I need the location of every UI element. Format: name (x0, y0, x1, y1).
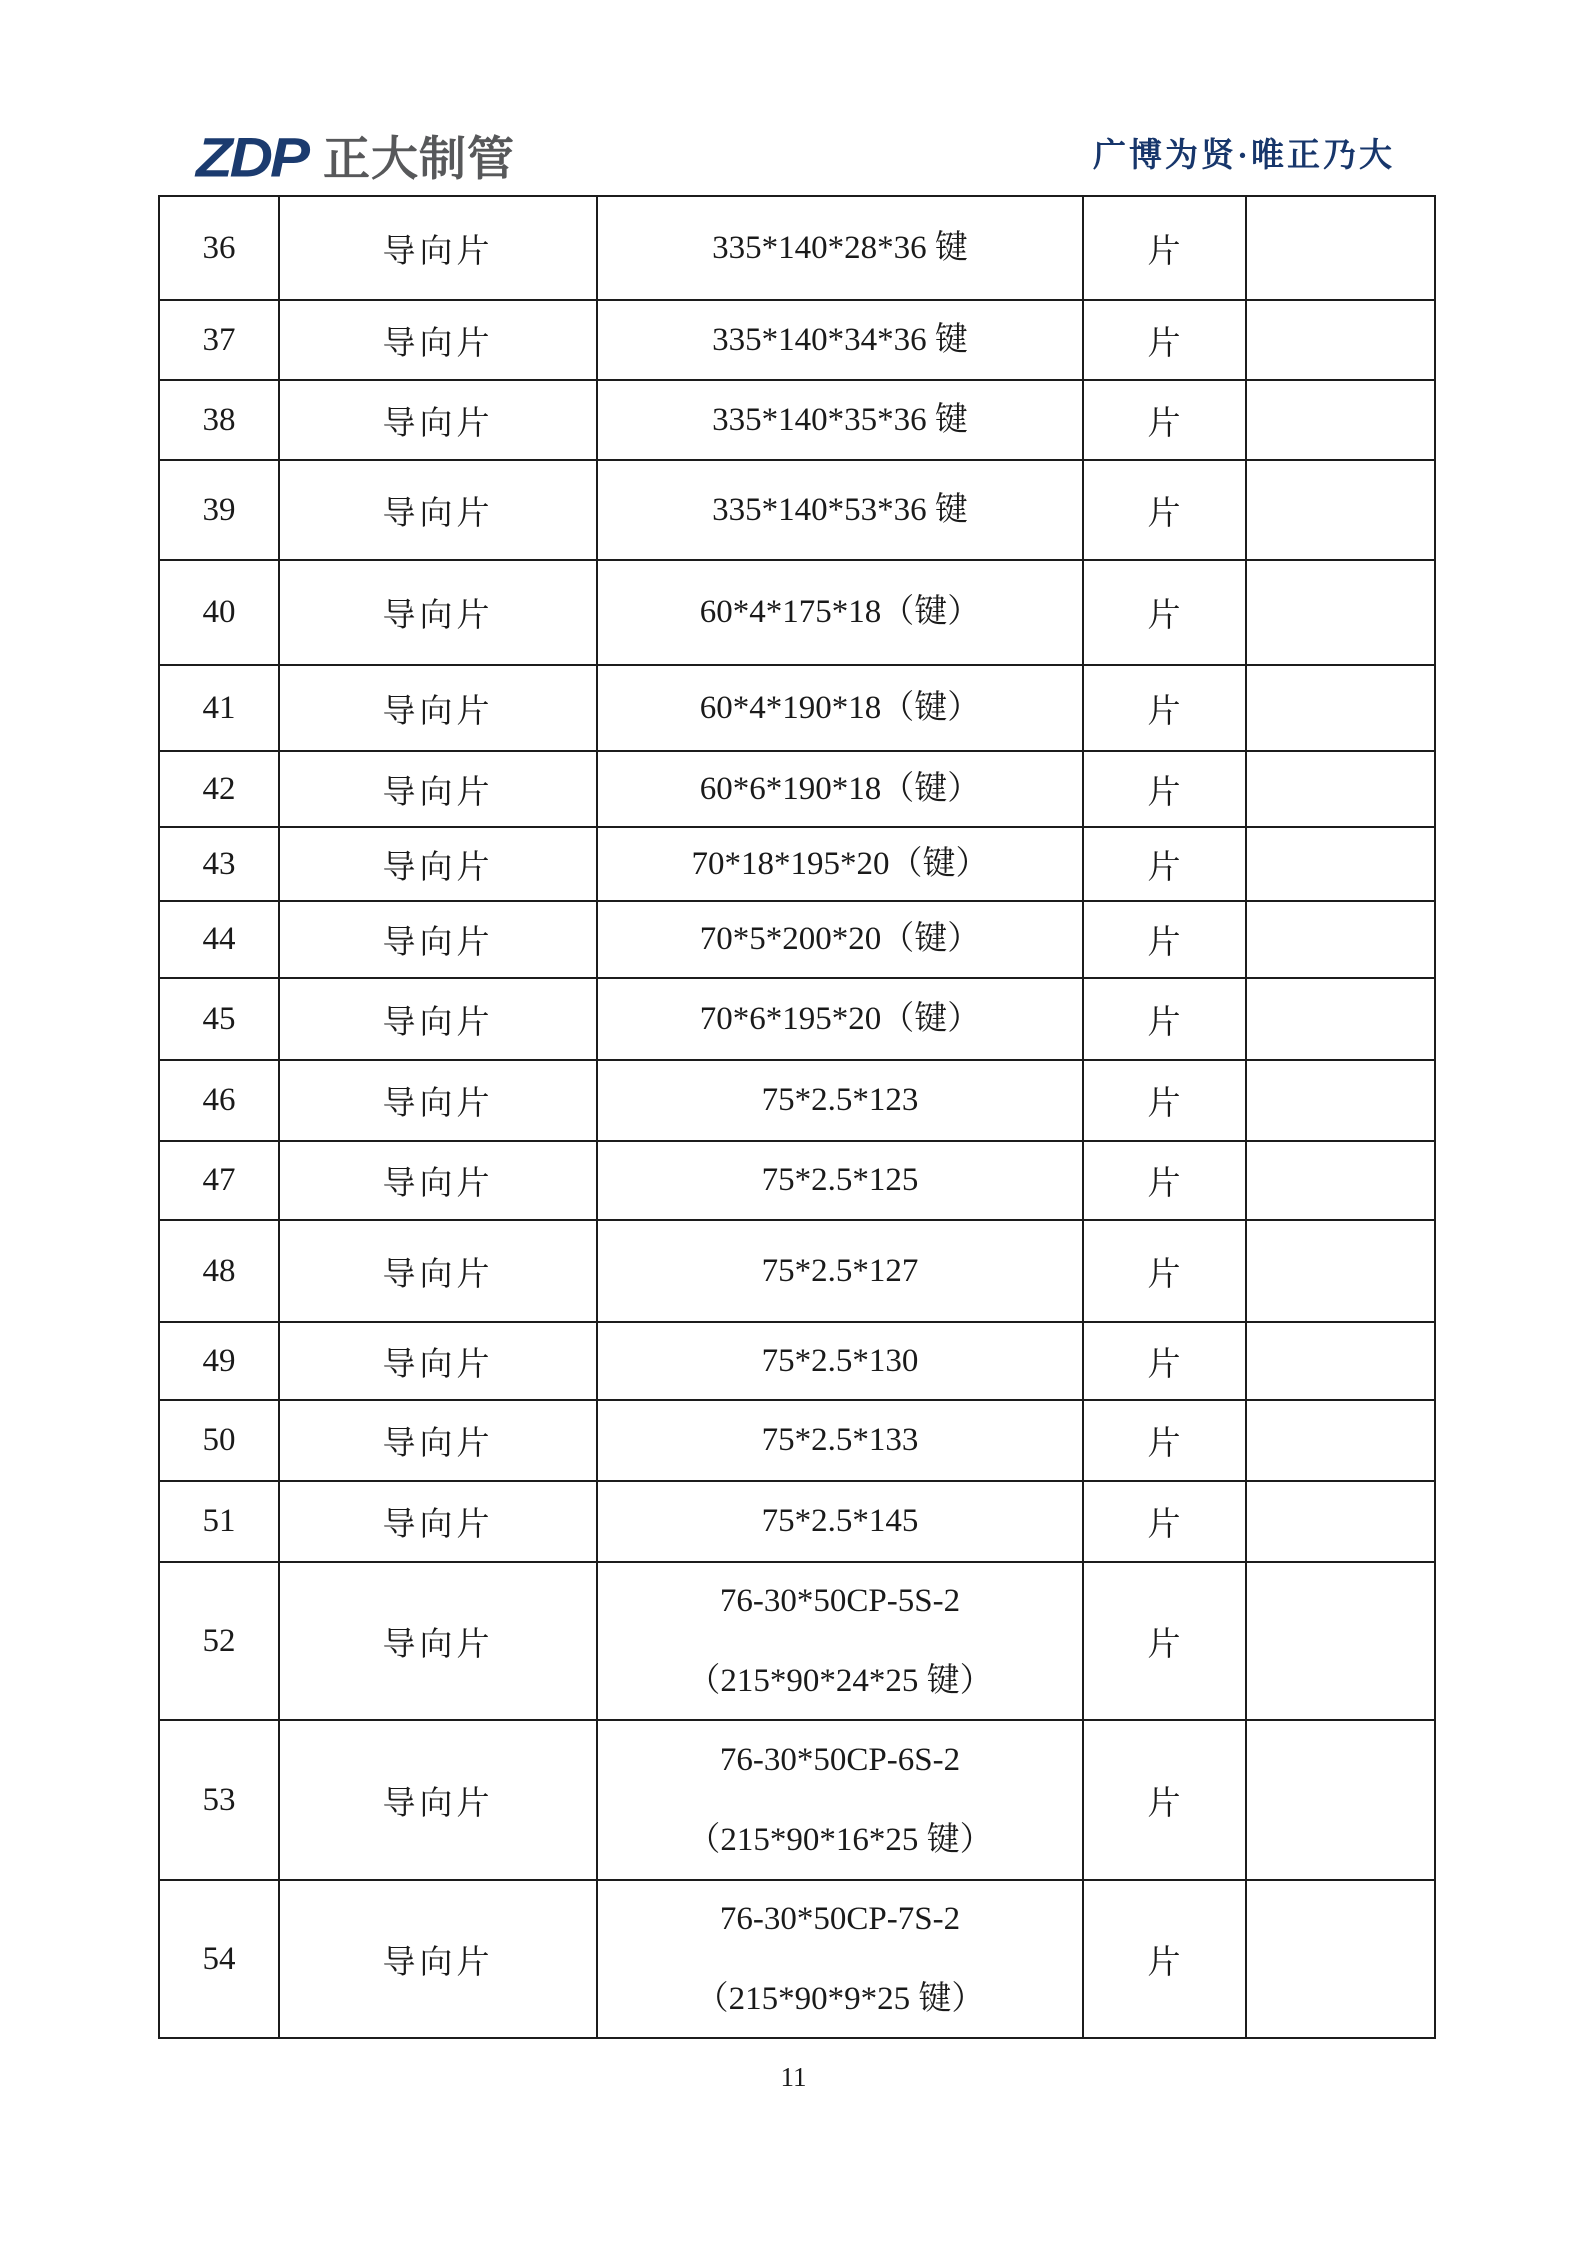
spec-line: 75*2.5*127 (761, 1252, 919, 1289)
spec-cell (597, 300, 1083, 380)
unit-cell: 片 (1083, 901, 1246, 978)
part-name-cell: 导向片 (279, 1562, 597, 1720)
part-name-cell: 导向片 (279, 1220, 597, 1322)
spec-lines (598, 1901, 1082, 2018)
part-name-cell: 导向片 (279, 560, 597, 665)
note-cell (1246, 978, 1435, 1060)
row-number-cell: 50 (159, 1400, 279, 1481)
part-name-cell: 导向片 (279, 1141, 597, 1220)
part-name-cell: 导向片 (279, 1880, 597, 2038)
spec-line: 70*5*200*20（键） (699, 921, 981, 958)
table-row (159, 1060, 1435, 1141)
spec-cell (597, 460, 1083, 560)
unit-cell: 片 (1083, 1220, 1246, 1322)
spec-lines (598, 1742, 1082, 1859)
spec-line: 60*4*190*18（键） (699, 689, 981, 726)
part-name-cell: 导向片 (279, 751, 597, 827)
zdp-logo-icon: ZDP (196, 126, 307, 189)
part-name-cell: 导向片 (279, 827, 597, 901)
note-cell (1246, 300, 1435, 380)
note-cell (1246, 196, 1435, 300)
part-name-cell: 导向片 (279, 196, 597, 300)
table-row (159, 380, 1435, 460)
unit-cell: 片 (1083, 1562, 1246, 1720)
spec-line: 60*6*190*18（键） (699, 770, 981, 807)
spec-lines (598, 1253, 1082, 1289)
table-row (159, 460, 1435, 560)
spec-lines (598, 1343, 1082, 1379)
note-cell (1246, 1481, 1435, 1562)
company-slogan: 广博为贤·唯正乃大 (1092, 138, 1395, 174)
note-cell (1246, 1322, 1435, 1400)
spec-line: （215*90*16*25 键） (687, 1822, 993, 1858)
spec-cell (597, 196, 1083, 300)
spec-lines (598, 1082, 1082, 1118)
unit-cell: 片 (1083, 1322, 1246, 1400)
table-row (159, 1880, 1435, 2038)
spec-line: 76-30*50CP-7S-2 (719, 1900, 961, 1937)
note-cell (1246, 1400, 1435, 1481)
company-logo (196, 128, 515, 188)
note-cell (1246, 1220, 1435, 1322)
table-row (159, 1720, 1435, 1880)
unit-cell: 片 (1083, 1141, 1246, 1220)
row-number-cell: 42 (159, 751, 279, 827)
row-number-cell: 54 (159, 1880, 279, 2038)
spec-cell (597, 1400, 1083, 1481)
spec-line: 75*2.5*123 (761, 1082, 919, 1119)
spec-cell (597, 380, 1083, 460)
spec-lines (598, 1422, 1082, 1458)
part-name-cell: 导向片 (279, 460, 597, 560)
unit-cell: 片 (1083, 1880, 1246, 2038)
row-number-cell: 41 (159, 665, 279, 751)
note-cell (1246, 1880, 1435, 2038)
table-row (159, 1322, 1435, 1400)
spec-lines (598, 1583, 1082, 1700)
parts-table (158, 195, 1436, 2039)
unit-cell: 片 (1083, 1060, 1246, 1141)
spec-lines (598, 322, 1082, 358)
unit-cell: 片 (1083, 300, 1246, 380)
spec-cell (597, 560, 1083, 665)
spec-cell (597, 1060, 1083, 1141)
spec-line: 70*18*195*20（键） (691, 845, 989, 882)
spec-cell (597, 1481, 1083, 1562)
spec-cell (597, 827, 1083, 901)
spec-line: 76-30*50CP-5S-2 (719, 1582, 961, 1619)
spec-lines (598, 690, 1082, 726)
table-row (159, 196, 1435, 300)
note-cell (1246, 827, 1435, 901)
spec-lines (598, 921, 1082, 957)
row-number-cell: 48 (159, 1220, 279, 1322)
row-number-cell: 43 (159, 827, 279, 901)
spec-lines (598, 771, 1082, 807)
note-cell (1246, 560, 1435, 665)
row-number-cell: 36 (159, 196, 279, 300)
spec-line: 335*140*34*36 键 (712, 321, 968, 358)
spec-lines (598, 1503, 1082, 1539)
part-name-cell: 导向片 (279, 978, 597, 1060)
spec-line: 335*140*35*36 键 (712, 401, 968, 438)
part-name-cell: 导向片 (279, 1322, 597, 1400)
table-row (159, 300, 1435, 380)
spec-cell (597, 901, 1083, 978)
spec-cell (597, 978, 1083, 1060)
spec-line: 75*2.5*133 (761, 1422, 919, 1459)
part-name-cell: 导向片 (279, 380, 597, 460)
spec-cell (597, 1562, 1083, 1720)
table-row (159, 1400, 1435, 1481)
part-name-cell: 导向片 (279, 1400, 597, 1481)
note-cell (1246, 380, 1435, 460)
unit-cell: 片 (1083, 560, 1246, 665)
spec-line: 76-30*50CP-6S-2 (719, 1741, 961, 1778)
table-row (159, 560, 1435, 665)
spec-lines (598, 1001, 1082, 1037)
note-cell (1246, 460, 1435, 560)
spec-cell (597, 1141, 1083, 1220)
note-cell (1246, 665, 1435, 751)
unit-cell: 片 (1083, 978, 1246, 1060)
part-name-cell: 导向片 (279, 1060, 597, 1141)
note-cell (1246, 901, 1435, 978)
row-number-cell: 46 (159, 1060, 279, 1141)
spec-cell (597, 1880, 1083, 2038)
unit-cell: 片 (1083, 665, 1246, 751)
spec-cell (597, 1720, 1083, 1880)
row-number-cell: 47 (159, 1141, 279, 1220)
spec-cell (597, 665, 1083, 751)
spec-line: 75*2.5*125 (761, 1162, 919, 1199)
spec-line: 335*140*53*36 键 (712, 491, 968, 528)
row-number-cell: 49 (159, 1322, 279, 1400)
spec-line: 75*2.5*145 (761, 1503, 919, 1540)
table-row (159, 1220, 1435, 1322)
spec-line: 335*140*28*36 键 (712, 229, 968, 266)
row-number-cell: 40 (159, 560, 279, 665)
unit-cell: 片 (1083, 460, 1246, 560)
part-name-cell: 导向片 (279, 1481, 597, 1562)
row-number-cell: 38 (159, 380, 279, 460)
spec-line: （215*90*9*25 键） (695, 1981, 985, 2017)
spec-lines (598, 846, 1082, 882)
spec-cell (597, 1322, 1083, 1400)
row-number-cell: 53 (159, 1720, 279, 1880)
row-number-cell: 37 (159, 300, 279, 380)
spec-lines (598, 594, 1082, 630)
note-cell (1246, 1141, 1435, 1220)
unit-cell: 片 (1083, 1720, 1246, 1880)
note-cell (1246, 751, 1435, 827)
row-number-cell: 52 (159, 1562, 279, 1720)
table-row (159, 751, 1435, 827)
part-name-cell: 导向片 (279, 300, 597, 380)
spec-cell (597, 751, 1083, 827)
part-name-cell: 导向片 (279, 1720, 597, 1880)
note-cell (1246, 1720, 1435, 1880)
spec-cell (597, 1220, 1083, 1322)
row-number-cell: 39 (159, 460, 279, 560)
table-row (159, 901, 1435, 978)
unit-cell: 片 (1083, 380, 1246, 460)
spec-lines (598, 492, 1082, 528)
spec-line: 75*2.5*130 (761, 1342, 919, 1379)
spec-line: 70*6*195*20（键） (699, 1000, 981, 1037)
company-name: 正大制管 (323, 131, 515, 185)
part-name-cell: 导向片 (279, 665, 597, 751)
note-cell (1246, 1060, 1435, 1141)
row-number-cell: 51 (159, 1481, 279, 1562)
spec-lines (598, 1162, 1082, 1198)
page-number: 11 (780, 2062, 807, 2092)
unit-cell: 片 (1083, 751, 1246, 827)
table-row (159, 665, 1435, 751)
table-row (159, 827, 1435, 901)
unit-cell: 片 (1083, 1400, 1246, 1481)
note-cell (1246, 1562, 1435, 1720)
table-row (159, 1562, 1435, 1720)
spec-line: 60*4*175*18（键） (699, 594, 981, 631)
part-name-cell: 导向片 (279, 901, 597, 978)
table-row (159, 978, 1435, 1060)
table-row (159, 1141, 1435, 1220)
unit-cell: 片 (1083, 1481, 1246, 1562)
spec-line: （215*90*24*25 键） (687, 1663, 993, 1699)
row-number-cell: 44 (159, 901, 279, 978)
unit-cell: 片 (1083, 827, 1246, 901)
unit-cell: 片 (1083, 196, 1246, 300)
spec-lines (598, 402, 1082, 438)
table-row (159, 1481, 1435, 1562)
row-number-cell: 45 (159, 978, 279, 1060)
spec-lines (598, 230, 1082, 266)
